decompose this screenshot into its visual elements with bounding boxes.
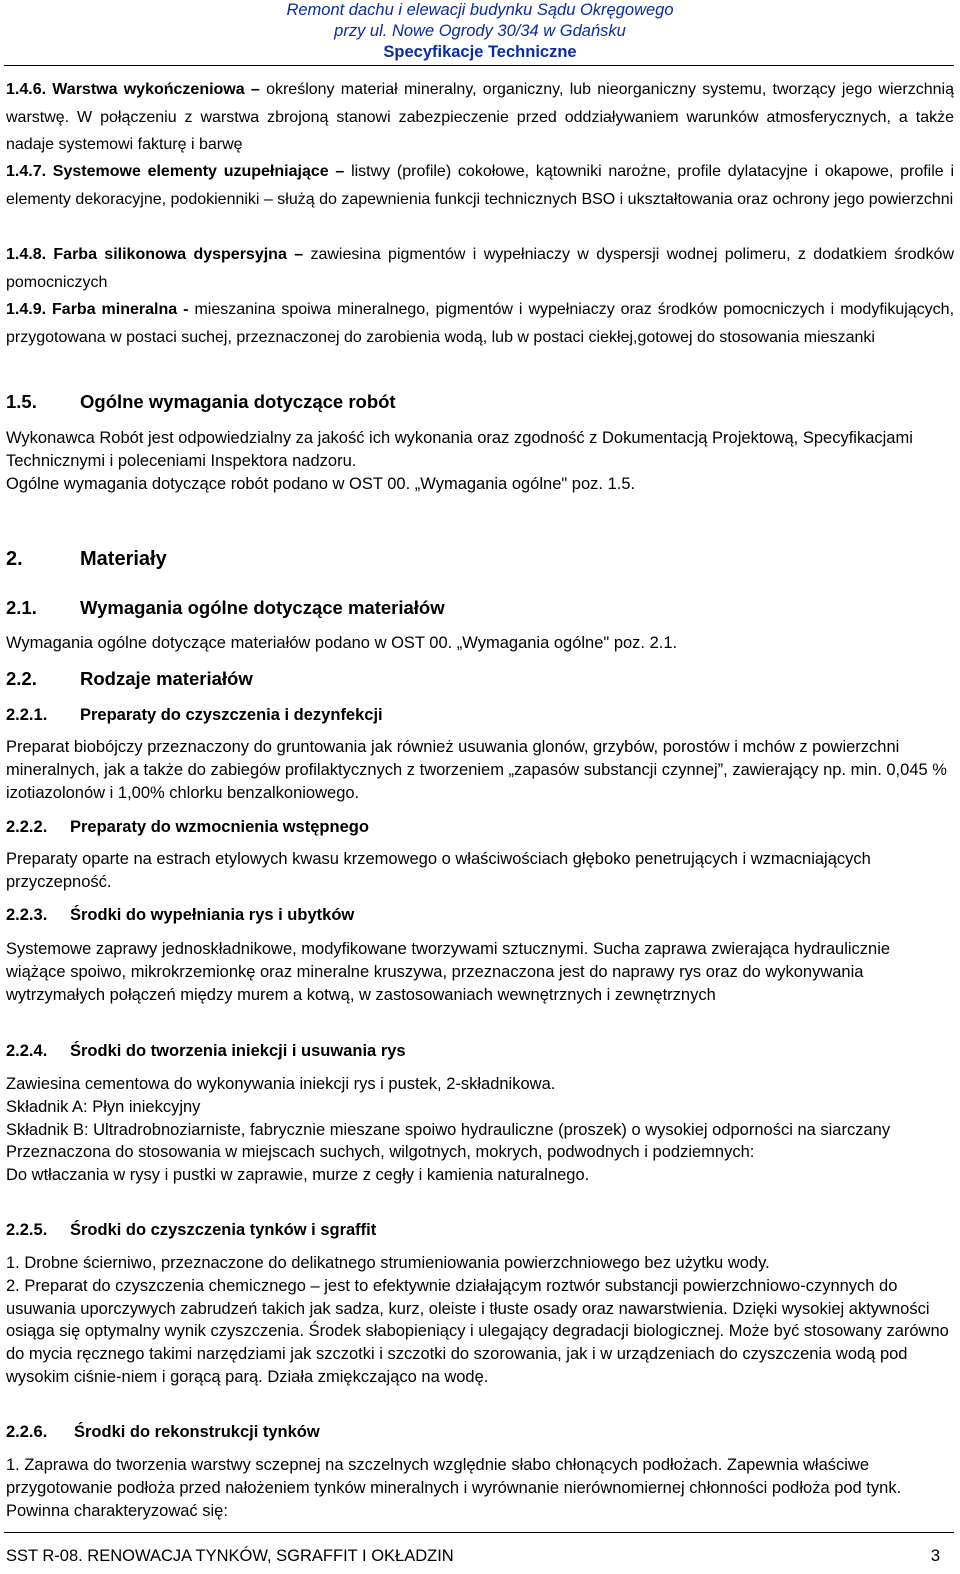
paragraph-2-2-3: Systemowe zaprawy jednoskładnikowe, modyfikowane tworzywami sztucznymi. Sucha zaprawa zwierająca hydraulicznie wiążące spoiwo, mikrokrzemionkę oraz mineralne kruszywa, przeznaczona jest do naprawy rys oraz do wykonywania wytrzymałych połączeń między murem a kotwą, w zastosowaniach wewnętrznych i zewnętrznych	[6, 940, 891, 1004]
section-title: Środki do rekonstrukcji tynków	[74, 1423, 320, 1441]
definition-text: listwy (profile) cokołowe, kątowniki narożne, profile dylatacyjne i okapowe, profile i elementy dekoracyjne, podokienniki – służą do zapewnienia funkcji technicznych BSO i ukształtowania oraz ochrony jego powierzchni	[6, 163, 954, 208]
section-heading-2	[6, 546, 954, 572]
definition-number: 1.4.9.	[6, 301, 47, 318]
header-rule	[4, 65, 954, 66]
header-line-1: Remont dachu i elewacji budynku Sądu Okręgowego	[286, 1, 674, 19]
section-heading-2-2-3	[6, 904, 954, 926]
paragraph-2-2-6: 1. Zaprawa do tworzenia warstwy sczepnej na szczelnych względnie słabo chłonących podłożach. Zapewnia właściwe przygotowanie podłoża przed nałożeniem tynków mineralnych i wyrównanie nierównomiernej chłonności podłoża pod tynk. Powinna charakteryzować się:	[6, 1456, 902, 1520]
page-number: 3	[930, 1547, 940, 1565]
section-number: 2.2.3.	[6, 906, 48, 924]
definition-term: Warstwa wykończeniowa	[52, 81, 245, 98]
section-number: 2.2.1.	[6, 706, 48, 724]
header-line-2: przy ul. Nowe Ogrody 30/34 w Gdańsku	[334, 22, 626, 40]
definition-separator: –	[244, 81, 267, 98]
section-number: 2.2.4.	[6, 1042, 48, 1060]
section-number: 2.2.	[6, 668, 37, 689]
footer-title: SST R-08. RENOWACJA TYNKÓW, SGRAFFIT I OKŁADZIN	[6, 1547, 454, 1565]
footer-rule	[4, 1532, 954, 1533]
section-heading-1-5	[6, 390, 954, 414]
definition-number: 1.4.8.	[6, 246, 47, 263]
section-title: Materiały	[80, 548, 167, 570]
paragraph-2-2-4	[6, 1073, 954, 1187]
section-title: Środki do wypełniania rys i ubytków	[70, 906, 355, 924]
paragraph-1-5-b: Ogólne wymagania dotyczące robót podano w OST 00. „Wymagania ogólne" poz. 1.5.	[6, 475, 636, 493]
definition-1-4-8	[6, 241, 954, 296]
definition-text: mieszanina spoiwa mineralnego, pigmentów i wypełniaczy oraz środków pomocniczych i modyfikujących, przygotowana w postaci suchej, przeznaczonej do zarobienia wodą, lub w postaci ciekłej,gotowej do stosowania mieszanki	[6, 301, 955, 346]
definition-term: Farba mineralna	[52, 301, 178, 318]
section-number: 2.2.5.	[6, 1221, 48, 1239]
section-number: 2.1.	[6, 597, 37, 618]
section-title: Środki do tworzenia iniekcji i usuwania rys	[70, 1042, 406, 1060]
section-heading-2-2-1	[6, 704, 954, 726]
header-line-3: Specyfikacje Techniczne	[383, 43, 577, 61]
text-line: 1. Drobne ścierniwo, przeznaczone do delikatnego strumieniowania powierzchniowego bez użytku wody.	[6, 1254, 770, 1272]
section-heading-2-2-6	[6, 1421, 954, 1443]
paragraph-2-2-1: Preparat biobójczy przeznaczony do gruntowania jak również usuwania glonów, grzybów, porostów i mchów z powierzchni mineralnych, jak a także do zabiegów profilaktycznych z tworzeniem „zapasów substancji czynnej”, zawierający np. min. 0,045 % izotiazolonów i 1,00% chlorku benzalkoniowego.	[6, 738, 947, 802]
section-number: 2.2.2.	[6, 818, 48, 836]
paragraph-1-5-a: Wykonawca Robót jest odpowiedzialny za jakość ich wykonania oraz zgodność z Dokumentacją Projektową, Specyfikacjami Technicznymi i poleceniami Inspektora nadzoru.	[6, 429, 913, 470]
text-line: 2. Preparat do czyszczenia chemicznego – jest to efektywnie działającym roztwór substancji powierzchniowo-czynnych do usuwania uporczywych zabrudzeń takich jak sadza, kurz, oleiste i tłuste osady oraz nawarstwienia. Dzięki wysokiej aktywności osiąga się optymalny wynik czyszczenia. Środek słabopieniący i ulegający degradacji biologicznej. Może być stosowany zarówno do mycia ręcznego takimi narzędziami jak szczotki i szczotki do szorowania, jak i w urządzeniach do czyszczenia wodą pod wysokim ciśnie-niem i gorącą parą. Działa zmiękczająco na wodę.	[6, 1276, 949, 1386]
section-title: Ogólne wymagania dotyczące robót	[80, 391, 396, 412]
section-number: 2.2.6.	[6, 1423, 48, 1441]
definition-text: zawiesina pigmentów i wypełniaczy w dyspersji wodnej polimeru, z dodatkiem środków pomocniczych	[6, 246, 954, 291]
text-line: Składnik A: Płyn iniekcyjny	[6, 1097, 201, 1116]
paragraph-2-2-2: Preparaty oparte na estrach etylowych kwasu krzemowego o właściwościach głęboko penetrujących i wzmacniających przyczepność.	[6, 850, 871, 891]
text-line: Do wtłaczania w rysy i pustki w zaprawie, murze z cegły i kamienia naturalnego.	[6, 1166, 590, 1185]
definition-1-4-7	[6, 158, 954, 213]
section-heading-2-2-5	[6, 1219, 954, 1241]
section-title: Preparaty do wzmocnienia wstępnego	[70, 818, 369, 836]
paragraph-2-2-5	[6, 1252, 954, 1389]
definition-1-4-6	[6, 76, 954, 159]
section-title: Wymagania ogólne dotyczące materiałów	[80, 597, 445, 618]
paragraph-2-1: Wymagania ogólne dotyczące materiałów podano w OST 00. „Wymagania ogólne" poz. 2.1.	[6, 634, 678, 652]
definition-number: 1.4.6.	[6, 81, 47, 98]
definition-number: 1.4.7.	[6, 163, 47, 180]
section-number: 2.	[6, 548, 23, 570]
definition-text: określony materiał mineralny, organiczny, lub nieorganiczny systemu, tworzący jego wierzchnią warstwę. W połączeniu z warstwa zbrojoną stanowi zabezpieczenie przed oddziaływaniem warunków atmosferycznych, a także nadaje systemowi fakturę i barwę	[6, 81, 954, 153]
text-line: Składnik B: Ultradrobnoziarniste, fabrycznie mieszane spoiwo hydrauliczne (proszek) o wysokiej odporności na siarczany	[6, 1120, 891, 1139]
section-title: Środki do czyszczenia tynków i sgraffit	[70, 1221, 377, 1239]
definition-separator: -	[177, 301, 195, 318]
section-heading-2-1	[6, 596, 954, 620]
definition-separator: –	[286, 246, 311, 263]
section-title: Preparaty do czyszczenia i dezynfekcji	[80, 706, 383, 724]
text-line: Zawiesina cementowa do wykonywania iniekcji rys i pustek, 2-składnikowa.	[6, 1075, 556, 1093]
section-heading-2-2	[6, 667, 954, 691]
section-number: 1.5.	[6, 391, 37, 412]
section-heading-2-2-4	[6, 1040, 954, 1062]
definition-term: Farba silikonowa dyspersyjna	[53, 246, 287, 263]
text-line: Przeznaczona do stosowania w miejscach suchych, wilgotnych, mokrych, podwodnych i podziemnych:	[6, 1143, 755, 1162]
definition-term: Systemowe elementy uzupełniające	[52, 163, 329, 180]
section-title: Rodzaje materiałów	[80, 668, 253, 689]
definition-1-4-9	[6, 296, 954, 351]
section-heading-2-2-2	[6, 816, 954, 838]
definition-separator: –	[328, 163, 352, 180]
